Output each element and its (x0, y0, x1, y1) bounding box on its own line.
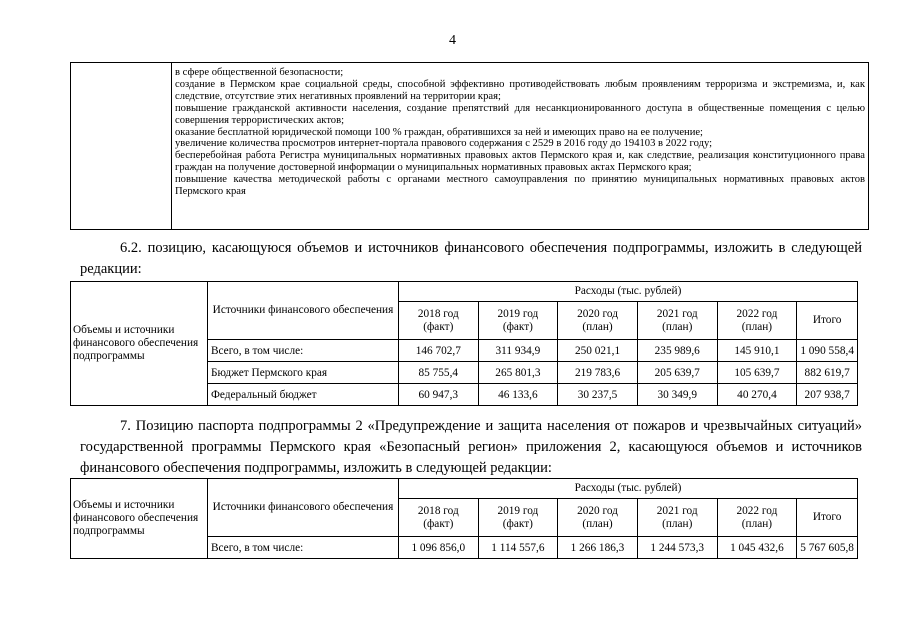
top-table-line: создание в Пермском крае социальной среды, способной эффективно противодействовать любым проявлениям терроризма и экстремизма, и, как следствие, отсутствие этих негативных проявлений на территории края; (175, 78, 865, 102)
table-cell: 1 096 856,0 (399, 537, 479, 559)
table-cell: 40 270,4 (717, 384, 797, 406)
table-cell: 30 349,9 (637, 384, 717, 406)
table-cell: 1 114 557,6 (478, 537, 558, 559)
table-cell: 1 090 558,4 (797, 340, 858, 362)
table-cell: 882 619,7 (797, 362, 858, 384)
column-header: 2020 год (план) (558, 302, 638, 340)
paragraph-7 (80, 416, 862, 479)
paragraph-6-2-text: 6.2. позицию, касающуюся объемов и источников финансового обеспечения подпрограммы, изложить в следующей редакции: (80, 240, 862, 277)
finance-table-2 (70, 478, 858, 559)
column-header: 2021 год (план) (637, 302, 717, 340)
top-table-line: повышение гражданской активности населения, создание препятствий для несанкционированного доступа в общественные помещения с целью совершения террористических актов; (175, 102, 865, 126)
row-label: Всего, в том числе: (208, 537, 399, 559)
volume-sources-label: Объемы и источники финансового обеспечения подпрограммы (71, 282, 208, 406)
column-header: Итого (797, 499, 858, 537)
paragraph-6-2 (80, 238, 862, 280)
paragraph-7-text: 7. Позицию паспорта подпрограммы 2 «Предупреждение и защита населения от пожаров и чрезвычайных ситуаций» государственной программы Пермского края «Безопасный регион» приложения 2, касающуюся объемов и источников финансового обеспечения подпрограммы, изложить в следующей редакции: (80, 418, 862, 476)
row-label: Всего, в том числе: (208, 340, 399, 362)
column-header: 2019 год (факт) (478, 302, 558, 340)
top-continuation-table (70, 62, 869, 230)
table-cell: 145 910,1 (717, 340, 797, 362)
table-cell: 219 783,6 (558, 362, 638, 384)
table-cell: 146 702,7 (399, 340, 479, 362)
table-cell: 1 244 573,3 (637, 537, 717, 559)
top-table-line: в сфере общественной безопасности; (175, 67, 344, 78)
table-cell: 105 639,7 (717, 362, 797, 384)
table-cell: 30 237,5 (558, 384, 638, 406)
column-header: 2018 год (факт) (399, 302, 479, 340)
top-table-line: увеличение количества просмотров интернет-портала правового содержания с 2529 в 2016 году до 194103 в 2022 году; (175, 138, 713, 150)
top-table-line: бесперебойная работа Регистра муниципальных нормативных правовых актов Пермского края и, как следствие, реализация конституционного права граждан на получение достоверной информации о муниципальных нормативных правовых актах Пермского края; (175, 150, 865, 174)
table-cell: 5 767 605,8 (797, 537, 858, 559)
table-cell: 235 989,6 (637, 340, 717, 362)
column-header: 2022 год (план) (717, 302, 797, 340)
table-cell: 46 133,6 (478, 384, 558, 406)
column-header: 2021 год (план) (637, 499, 717, 537)
top-table-left-cell (71, 63, 172, 229)
row-label: Федеральный бюджет (208, 384, 399, 406)
table-cell: 85 755,4 (399, 362, 479, 384)
volume-sources-label: Объемы и источники финансового обеспечения подпрограммы (71, 479, 208, 559)
sources-header: Источники финансового обеспечения (208, 479, 399, 537)
top-table-line: повышение качества методической работы с органами местного самоуправления по принятию муниципальных нормативных правовых актов Пермского края (175, 174, 865, 198)
row-label: Бюджет Пермского края (208, 362, 399, 384)
page-number: 4 (449, 33, 456, 48)
column-header: 2020 год (план) (558, 499, 638, 537)
table-cell: 250 021,1 (558, 340, 638, 362)
table-cell: 207 938,7 (797, 384, 858, 406)
expenses-header: Расходы (тыс. рублей) (399, 282, 858, 302)
top-table-text (175, 67, 865, 198)
column-header: 2018 год (факт) (399, 499, 479, 537)
table-cell: 60 947,3 (399, 384, 479, 406)
top-table-line: оказание бесплатной юридической помощи 100 % граждан, обратившихся за ней и имеющих право на ее получение; (175, 126, 704, 138)
table-cell: 265 801,3 (478, 362, 558, 384)
column-header: 2019 год (факт) (478, 499, 558, 537)
expenses-header: Расходы (тыс. рублей) (399, 479, 858, 499)
column-header: 2022 год (план) (717, 499, 797, 537)
table-cell: 205 639,7 (637, 362, 717, 384)
sources-header: Источники финансового обеспечения (208, 282, 399, 340)
table-cell: 1 266 186,3 (558, 537, 638, 559)
column-header: Итого (797, 302, 858, 340)
finance-table-1 (70, 281, 858, 406)
table-cell: 311 934,9 (478, 340, 558, 362)
table-cell: 1 045 432,6 (717, 537, 797, 559)
